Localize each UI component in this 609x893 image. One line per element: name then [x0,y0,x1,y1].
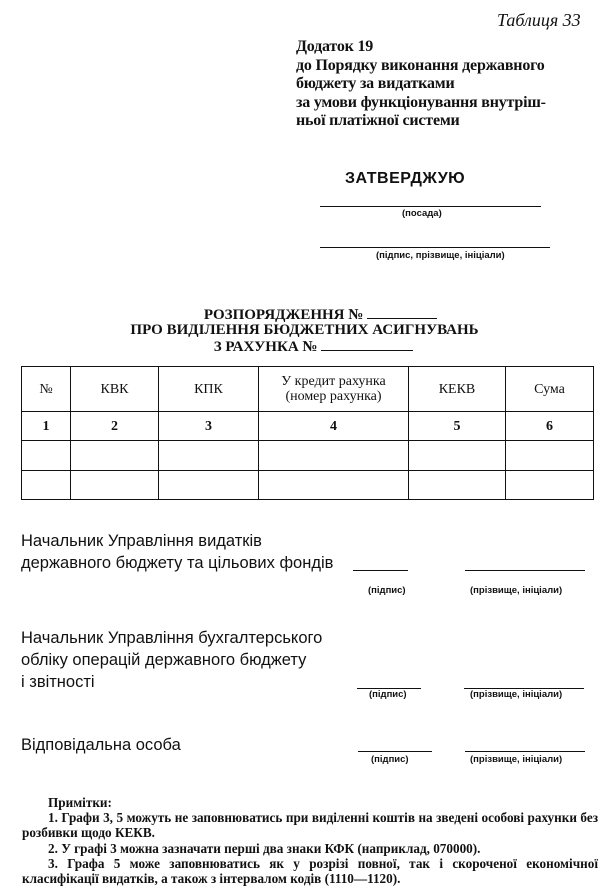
table-row [22,441,594,471]
column-number: 2 [71,412,159,441]
column-number: 1 [22,412,71,441]
note-item: 3. Графа 5 може заповнюватись як у розрізі повної, так і скороченої економічної класифікації видатків, а також з інтервалом кодів (1110—1120). [22,855,598,887]
table-cell[interactable] [259,471,409,500]
table-cell[interactable] [159,441,259,471]
signature-title-accounting [21,627,322,693]
position-line[interactable] [320,206,541,207]
annex-line: до Порядку виконання державного [296,56,545,74]
signature-caption: (підпис) [368,585,406,596]
table-cell[interactable] [71,441,159,471]
column-number: 4 [259,412,409,441]
table-cell[interactable] [259,441,409,471]
column-number-row [22,412,594,441]
column-number: 5 [409,412,506,441]
signature-title-line: державного бюджету та цільових фондів [21,554,334,572]
order-number-blank[interactable] [367,306,437,319]
signature-title-line: Відповідальна особа [21,736,181,754]
header-sum: Сума [506,367,594,412]
table-number-label: Таблиця 33 [497,10,581,30]
header-credit-account: У кредит рахунка (номер рахунка) [259,367,409,412]
signature-caption: (підпис) [369,689,407,700]
table-header-row [22,367,594,412]
header-kekv: КЕКВ [409,367,506,412]
approval-signature-caption: (підпис, прізвище, ініціали) [376,250,505,261]
order-title [0,306,609,355]
column-number: 3 [159,412,259,441]
table-cell[interactable] [71,471,159,500]
account-number-blank[interactable] [321,338,413,351]
table-cell[interactable] [22,441,71,471]
order-title-line-2: ПРО ВИДІЛЕННЯ БЮДЖЕТНИХ АСИГНУВАНЬ [130,322,479,338]
account-number-label: З РАХУНКА № [213,339,318,355]
table-cell[interactable] [409,441,506,471]
note-item: 1. Графи 3, 5 можуть не заповнюватись при виділенні коштів на зведені особові рахунки без розбивки щодо КЕКВ. [22,810,598,841]
table-cell[interactable] [506,441,594,471]
signature-line[interactable] [353,570,408,571]
signature-title-line: Начальник Управління бухгалтерського [21,629,323,647]
notes-section [22,795,598,886]
signature-title-responsible [21,734,181,756]
signature-title-expenditure [21,530,333,574]
name-caption: (прізвище, ініціали) [470,585,563,596]
table-cell[interactable] [22,471,71,500]
approval-title: ЗАТВЕРДЖУЮ [345,170,466,187]
header-kvk: КВК [71,367,159,412]
table-cell[interactable] [409,471,506,500]
allocation-table [21,366,594,500]
order-title-line-3 [0,338,609,355]
header-kpk: КПК [159,367,259,412]
position-caption: (посада) [402,208,442,219]
name-caption: (прізвище, ініціали) [470,689,563,700]
annex-line: бюджету за видатками [296,75,455,93]
column-number: 6 [506,412,594,441]
table-cell[interactable] [506,471,594,500]
name-caption: (прізвище, ініціали) [470,754,563,765]
signature-caption: (підпис) [371,754,409,765]
approval-signature-line[interactable] [320,247,550,248]
table-row [22,471,594,500]
order-number-label: РОЗПОРЯДЖЕННЯ № [203,307,364,323]
annex-block [296,38,546,131]
signature-title-line: і звітності [21,673,95,691]
note-item: 2. У графі 3 можна зазначати перші два знаки КФК (наприклад, 070000). [48,840,481,856]
signature-title-line: обліку операцій державного бюджету [21,651,307,669]
name-line[interactable] [465,751,585,752]
table-cell[interactable] [159,471,259,500]
annex-line: Додаток 19 [296,38,374,55]
name-line[interactable] [465,570,585,571]
header-number: № [22,367,71,412]
signature-line[interactable] [358,751,432,752]
annex-line: за умови функціонування внутріш- [296,93,546,111]
annex-line: ньої платіжної системи [296,112,460,130]
notes-title: Примітки: [48,795,112,810]
order-title-line-1 [0,306,609,323]
signature-title-line: Начальник Управління видатків [21,532,262,550]
